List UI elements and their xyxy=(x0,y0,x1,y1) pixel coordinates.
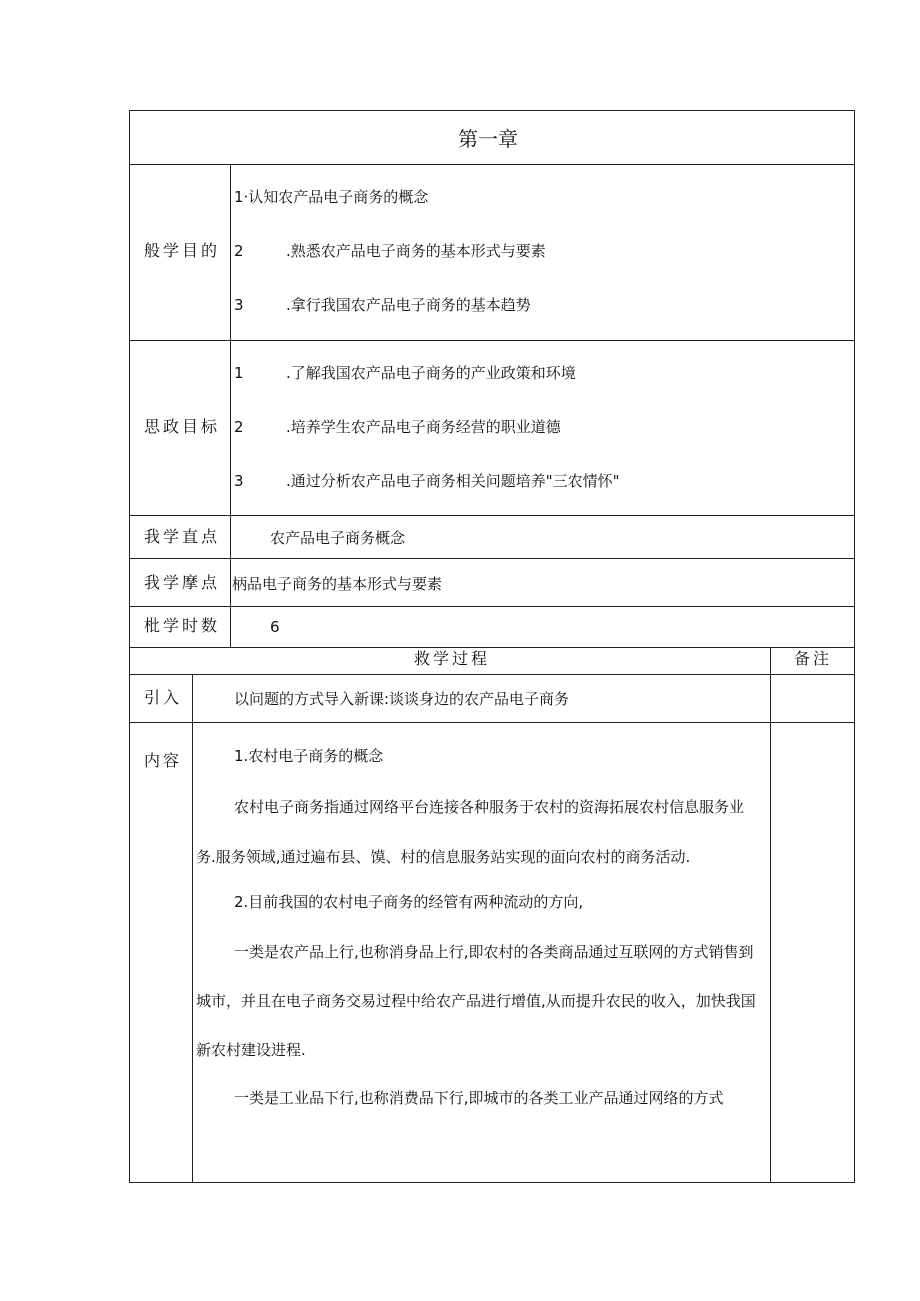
hours-label: 枇学时数 xyxy=(144,616,221,635)
difficulty-value: 柄品电子商务的基本形式与要素 xyxy=(232,575,443,593)
goal-2-number: 2 xyxy=(234,242,244,260)
intro-text: 以问题的方式导入新课:谈谈身边的农产品电子商务 xyxy=(234,690,570,708)
hours-value: 6 xyxy=(270,618,280,636)
content-line: 1.农村电子商务的概念 xyxy=(234,747,384,765)
content-line: 农村电子商务指通过网络平台连接各种服务于农村的资海拓展农村信息服务业 xyxy=(234,798,745,816)
ideology-2-number: 2 xyxy=(234,418,244,436)
row-divider xyxy=(130,606,854,607)
key-point-value: 农产品电子商务概念 xyxy=(270,529,406,547)
content-line: 一类是工业品下行,也称消费品下行,即城市的各类工业产品通过网络的方式 xyxy=(234,1089,724,1107)
content-line: 2.目前我国的农村电子商务的经管有两种流动的方向, xyxy=(234,893,584,911)
content-line: 城市，并且在电子商务交易过程中给农产品进行增值,从而提升农民的收入，加快我国 xyxy=(196,992,756,1010)
chapter-title: 第一章 xyxy=(458,127,518,151)
ideology-3-number: 3 xyxy=(234,472,244,490)
column-divider xyxy=(192,674,193,1183)
ideology-1-number: 1 xyxy=(234,364,244,382)
goal-3-number: 3 xyxy=(234,296,244,314)
column-divider xyxy=(770,647,771,1183)
content-line: 一类是农产品上行,也称消身品上行,即农村的各类商品通过互联网的方式销售到 xyxy=(234,943,754,961)
content-line: 务.服务领域,通过遍布县、馍、村的信息服务站实现的面向农村的商务活动. xyxy=(196,848,691,866)
goal-3-text: .拿行我国农产品电子商务的基本趋势 xyxy=(286,296,531,314)
content-line: 新农村建设进程. xyxy=(196,1041,306,1059)
goals-label: 般学目的 xyxy=(144,241,221,260)
row-divider xyxy=(130,164,854,165)
row-divider xyxy=(130,647,854,648)
row-divider xyxy=(130,674,854,675)
key-point-label: 我学直点 xyxy=(144,527,221,546)
row-divider xyxy=(130,722,854,723)
row-divider xyxy=(130,515,854,516)
intro-label: 引入 xyxy=(144,688,183,707)
process-header: 救学过程 xyxy=(414,649,491,668)
lesson-plan-table xyxy=(129,110,855,1183)
difficulty-label: 我学摩点 xyxy=(144,573,221,592)
ideology-label: 思政目标 xyxy=(144,417,221,436)
goal-2-text: .熟悉农产品电子商务的基本形式与要素 xyxy=(286,242,546,260)
ideology-2-text: .培养学生农产品电子商务经营的职业道德 xyxy=(286,418,561,436)
row-divider xyxy=(130,340,854,341)
goal-1-text: 1·认知农产品电子商务的概念 xyxy=(234,188,429,206)
content-label: 内容 xyxy=(144,751,183,770)
ideology-1-text: .了解我国农产品电子商务的产业政策和环境 xyxy=(286,364,576,382)
ideology-3-text: .通过分析农产品电子商务相关问题培养"三农情怀" xyxy=(286,472,620,490)
column-divider xyxy=(230,164,231,647)
remarks-header: 备注 xyxy=(794,649,833,668)
row-divider xyxy=(130,558,854,559)
